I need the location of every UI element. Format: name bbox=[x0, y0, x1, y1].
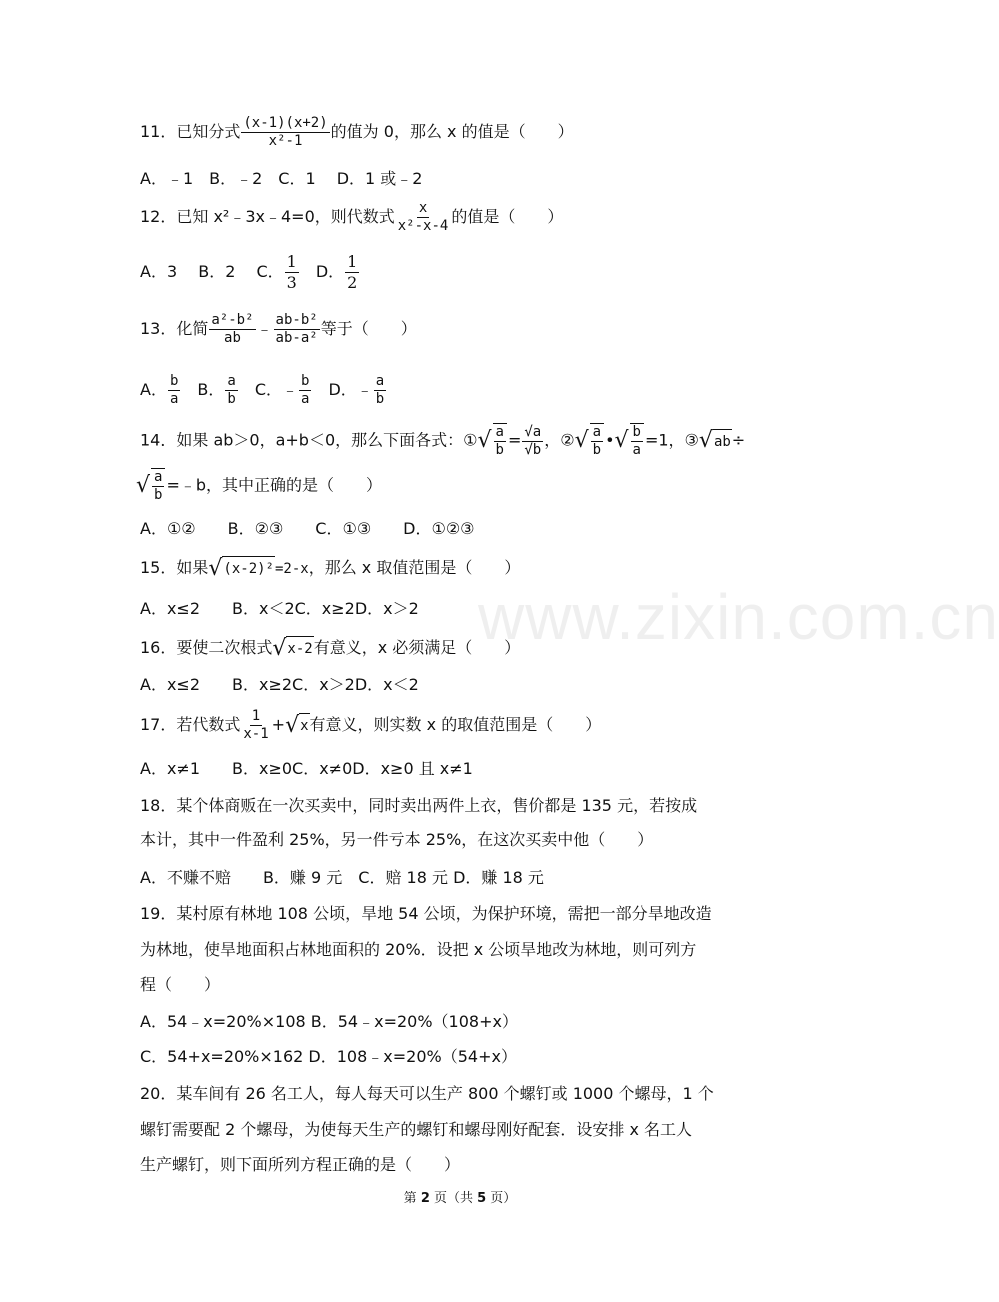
q13-c-fraction bbox=[299, 373, 311, 408]
q17-denominator: x-1 bbox=[243, 726, 269, 742]
q14-s4-num: a bbox=[154, 469, 163, 485]
q12-c-den: 3 bbox=[286, 273, 297, 292]
q12-prefix: 12．已知 x²﹣3x﹣4=0，则代数式 bbox=[140, 207, 395, 226]
q13-num-2: ab-b² bbox=[275, 312, 318, 328]
q19-line-3: 程（ ） bbox=[140, 975, 221, 994]
question-12 bbox=[140, 200, 563, 235]
q20-line-1: 20．某车间有 26 名工人，每人每天可以生产 800 个螺钉或 1000 个螺母，1 个 bbox=[140, 1084, 714, 1103]
q14-item-2: ，② bbox=[544, 430, 575, 450]
question-11 bbox=[140, 115, 574, 150]
q17-plus: + bbox=[271, 715, 286, 734]
q19-options-2: C．54+x=20%×162 D．108﹣x=20%（54+x） bbox=[140, 1047, 517, 1066]
q13-prefix: 13．化简 bbox=[140, 319, 209, 338]
q19-line-1: 19．某村原有林地 108 公顷，旱地 54 公顷，为保护环境，需把一部分旱地改造 bbox=[140, 904, 712, 923]
q11-prefix: 11．已知分式 bbox=[140, 122, 241, 141]
q14-prefix: 14．如果 ab＞0，a+b＜0，那么下面各式：① bbox=[140, 430, 478, 450]
q14-ratio-num: √a bbox=[524, 423, 542, 440]
q16-sqrt: √ x-2 bbox=[272, 635, 313, 661]
q12-denominator: x²-x-4 bbox=[397, 218, 449, 234]
question-17 bbox=[140, 708, 601, 743]
footer-middle: 页（共 bbox=[429, 1191, 478, 1206]
q13-suffix: 等于（ ） bbox=[320, 319, 417, 338]
question-16 bbox=[140, 636, 520, 661]
q14-ratio-b: b bbox=[532, 441, 542, 458]
question-14 bbox=[140, 423, 745, 459]
q14-line-2-text: =﹣b，其中正确的是（ ） bbox=[166, 475, 383, 495]
q13-a-num: b bbox=[169, 373, 179, 389]
q13-c-label: C．﹣ bbox=[238, 380, 298, 399]
q14-sqrt-1-frac bbox=[493, 423, 507, 459]
q17-numerator: 1 bbox=[251, 708, 261, 724]
q13-minus: ﹣ bbox=[256, 319, 273, 338]
footer-suffix: 页） bbox=[486, 1191, 517, 1206]
q13-fraction-2 bbox=[274, 312, 320, 347]
q17-radicand: x bbox=[299, 713, 309, 738]
q13-b-label: B． bbox=[181, 380, 225, 399]
q15-sqrt: √ (x-2)² bbox=[208, 555, 274, 581]
q14-line-2 bbox=[136, 468, 382, 504]
q20-line-2: 螺钉需要配 2 个螺母，为使每天生产的螺钉和螺母刚好配套．设安排 x 名工人 bbox=[140, 1120, 692, 1139]
q13-a-label: A． bbox=[140, 380, 167, 399]
q18-line-1: 18．某个体商贩在一次买卖中，同时卖出两件上衣，售价都是 135 元，若按成 bbox=[140, 796, 698, 815]
q14-item-3: =1，③ bbox=[644, 430, 699, 450]
q12-option-d-label: D． bbox=[299, 262, 345, 281]
q14-ab: ab bbox=[713, 429, 732, 454]
q13-d-num: a bbox=[375, 373, 385, 389]
q17-prefix: 17．若代数式 bbox=[140, 715, 241, 734]
q14-sqrt-2: √ $\frac{a}{b}$ bbox=[575, 423, 605, 459]
q14-s4-den: b bbox=[154, 487, 163, 503]
q17-fraction bbox=[241, 708, 270, 743]
footer-prefix: 第 bbox=[403, 1191, 421, 1206]
q14-sqrt-ab: √ ab bbox=[698, 428, 731, 453]
q14-sqrt-4-frac bbox=[151, 468, 165, 504]
q12-d-den: 2 bbox=[347, 273, 358, 292]
q12-suffix: 的值是（ ） bbox=[451, 207, 564, 226]
q13-options bbox=[140, 373, 387, 408]
q13-d-den: b bbox=[375, 391, 385, 407]
q13-num-1: a²-b² bbox=[211, 312, 254, 328]
q14-s2-den: b bbox=[592, 442, 602, 458]
q11-denominator: x²-1 bbox=[268, 133, 303, 149]
watermark: www.zixin.com.cn bbox=[478, 581, 999, 653]
q12-option-d-fraction bbox=[345, 252, 359, 293]
q14-root-ratio bbox=[522, 424, 543, 459]
q14-s3-num: b bbox=[632, 424, 641, 440]
footer-total-pages: 5 bbox=[477, 1191, 487, 1206]
q13-den-2: ab-a² bbox=[275, 330, 318, 346]
q15-radicand: (x-2)² bbox=[222, 556, 275, 581]
q13-den-1: ab bbox=[224, 330, 241, 346]
q14-sqrt-4: √ $\frac{a}{b}$ bbox=[136, 468, 166, 504]
question-13 bbox=[140, 312, 417, 347]
q14-s1-num: a bbox=[495, 424, 504, 440]
footer-page-number: 2 bbox=[420, 1191, 430, 1206]
q17-sqrt: √ x bbox=[285, 712, 309, 738]
q13-b-num: a bbox=[227, 373, 236, 389]
q17-options: A．x≠1 B．x≥0C．x≠0D．x≥0 且 x≠1 bbox=[140, 759, 473, 778]
q12-options bbox=[140, 252, 360, 293]
q12-numerator: x bbox=[418, 200, 428, 216]
q19-options-1: A．54﹣x=20%×108 B．54﹣x=20%（108+x） bbox=[140, 1012, 518, 1031]
q14-ratio-den: √b bbox=[524, 441, 542, 458]
question-15 bbox=[140, 556, 520, 581]
q18-options: A．不赚不赔 B．赚 9 元 C．赔 18 元 D．赚 18 元 bbox=[140, 868, 544, 887]
q13-c-num: b bbox=[301, 373, 310, 389]
q14-sqrt-3-frac bbox=[630, 423, 644, 459]
q11-fraction bbox=[241, 115, 329, 150]
q14-divide: ÷ bbox=[731, 430, 746, 450]
q13-b-den: b bbox=[227, 391, 236, 407]
q12-option-ab: A．3 B．2 C． bbox=[140, 262, 284, 281]
q14-eq-1: = bbox=[507, 430, 522, 450]
q11-options: A．﹣1 B．﹣2 C．1 D．1 或﹣2 bbox=[140, 169, 423, 188]
q11-numerator: (x-1)(x+2) bbox=[243, 115, 328, 131]
q12-option-c-fraction bbox=[285, 252, 299, 293]
q16-options: A．x≤2 B．x≥2C．x＞2D．x＜2 bbox=[140, 675, 419, 694]
q16-prefix: 16．要使二次根式 bbox=[140, 638, 273, 657]
page-footer bbox=[0, 1187, 920, 1206]
q14-options: A．①② B．②③ C．①③ D．①②③ bbox=[140, 519, 475, 538]
q17-suffix: 有意义，则实数 x 的取值范围是（ ） bbox=[309, 715, 602, 734]
q14-s1-den: b bbox=[495, 442, 504, 458]
q13-b-fraction bbox=[225, 373, 237, 408]
q16-radicand: x-2 bbox=[286, 636, 313, 661]
q13-a-den: a bbox=[169, 391, 179, 407]
q19-line-2: 为林地，使旱地面积占林地面积的 20%．设把 x 公顷旱地改为林地，则可列方 bbox=[140, 940, 697, 959]
q14-sqrt-1: √ $\frac{a}{b}$ bbox=[477, 423, 507, 459]
q13-d-fraction bbox=[374, 373, 386, 408]
q13-fraction-1 bbox=[209, 312, 255, 347]
q14-ratio-a: a bbox=[532, 423, 542, 440]
q13-c-den: a bbox=[301, 391, 310, 407]
q15-equality: =2-x bbox=[274, 561, 309, 577]
q14-sqrt-2-frac bbox=[590, 423, 604, 459]
q14-sqrt-3: √ $\frac{b}{a}$ bbox=[615, 423, 645, 459]
q13-a-fraction bbox=[168, 373, 180, 408]
q15-suffix: ，那么 x 取值范围是（ ） bbox=[308, 558, 521, 577]
q12-c-num: 1 bbox=[286, 252, 297, 271]
q13-d-label: D．﹣ bbox=[312, 380, 373, 399]
q15-prefix: 15．如果 bbox=[140, 558, 209, 577]
q18-line-2: 本计，其中一件盈利 25%，另一件亏本 25%，在这次买卖中他（ ） bbox=[140, 830, 654, 849]
q14-s2-num: a bbox=[592, 424, 602, 440]
q15-options: A．x≤2 B．x＜2C．x≥2D．x＞2 bbox=[140, 599, 419, 618]
q12-fraction bbox=[396, 200, 451, 235]
q11-suffix: 的值为 0，那么 x 的值是（ ） bbox=[330, 122, 574, 141]
q20-line-3: 生产螺钉，则下面所列方程正确的是（ ） bbox=[140, 1155, 461, 1174]
q14-dot: • bbox=[605, 430, 615, 450]
q14-s3-den: a bbox=[632, 442, 641, 458]
q16-suffix: 有意义，x 必须满足（ ） bbox=[313, 638, 521, 657]
q12-d-num: 1 bbox=[347, 252, 358, 271]
